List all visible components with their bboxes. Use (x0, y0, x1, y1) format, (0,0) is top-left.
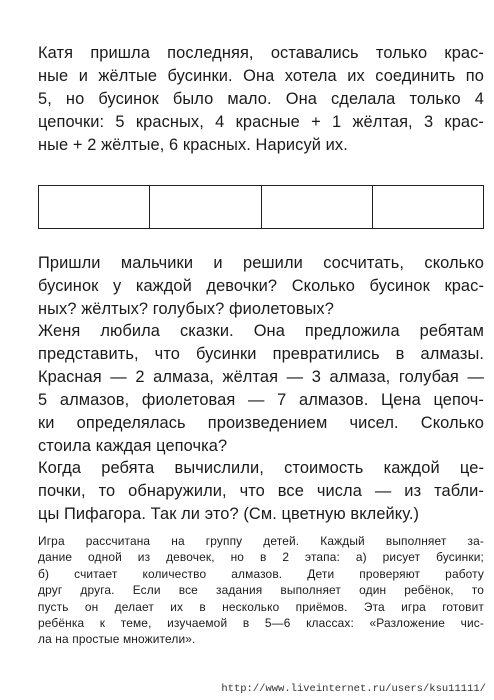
drawing-cell (39, 186, 150, 228)
text-line: Женя любила сказки. Она предложила ребятам (38, 322, 484, 340)
drawing-cell (262, 186, 373, 228)
text-line: Пришли мальчики и решили сосчитать, сколько (38, 254, 484, 272)
text-line: почки, то обнаружили, что все числа — из табли- (38, 482, 484, 500)
paragraph-katya-beads (38, 42, 484, 157)
text-line: ные + 2 жёлтые, 6 красных. Нарисуй их. (38, 136, 348, 154)
note-line: ребёнка к теме, изучаемой в 5—6 классах: «Разложение чис- (38, 616, 484, 631)
text-line: Красная — 2 алмаза, жёлтая — 3 алмаза, голубая — (38, 368, 484, 386)
text-line: ные и жёлтые бусинки. Она хотела их соединить по (38, 67, 484, 85)
text-line: цы Пифагора. Так ли это? (См. цветную вклейку.) (38, 505, 420, 523)
teacher-note (38, 533, 484, 648)
text-line: ных? жёлтых? голубых? фиолетовых? (38, 300, 334, 318)
note-line: друг друга. Если все задания выполняет один ребёнок, то (38, 583, 484, 598)
text-line: Катя пришла последняя, оставались только крас- (38, 44, 484, 62)
text-line: цепочки: 5 красных, 4 красные + 1 жёлтая, 3 крас- (38, 113, 484, 131)
drawing-grid (38, 185, 484, 229)
note-line: дание одной из девочек, но в 2 этапа: а) рисует бусинки; (38, 550, 484, 565)
text-line: Когда ребята вычислили, стоимость каждой це- (38, 459, 484, 477)
drawing-cell (373, 186, 483, 228)
text-line: 5 алмазов, фиолетовая — 7 алмазов. Цена цепоч- (38, 391, 484, 409)
text-line: представить, что бусинки превратились в алмазы. (38, 345, 484, 363)
note-line: ла на простые множители». (38, 632, 196, 647)
note-line: б) считает количество алмазов. Дети проверяют работу (38, 566, 484, 581)
watermark-url: http://www.liveinternet.ru/users/ksu11111/ (221, 683, 486, 695)
text-line: 5, но бусинок было мало. Она сделала только 4 (38, 90, 484, 108)
paragraph-boys-count (38, 252, 484, 321)
drawing-cell (150, 186, 261, 228)
text-line: стоила каждая цепочка? (38, 437, 228, 455)
text-line: бусинок у каждой девочки? Сколько бусинок крас- (38, 277, 484, 295)
note-line: пусть он делает их в несколько приёмов. Эта игра готовит (38, 599, 484, 614)
note-line: Игра рассчитана на группу детей. Каждый выполняет за- (38, 534, 484, 548)
paragraph-diamonds (38, 320, 484, 458)
paragraph-pythagoras (38, 457, 484, 526)
text-line: ки определялась произведением чисел. Сколько (38, 414, 484, 432)
